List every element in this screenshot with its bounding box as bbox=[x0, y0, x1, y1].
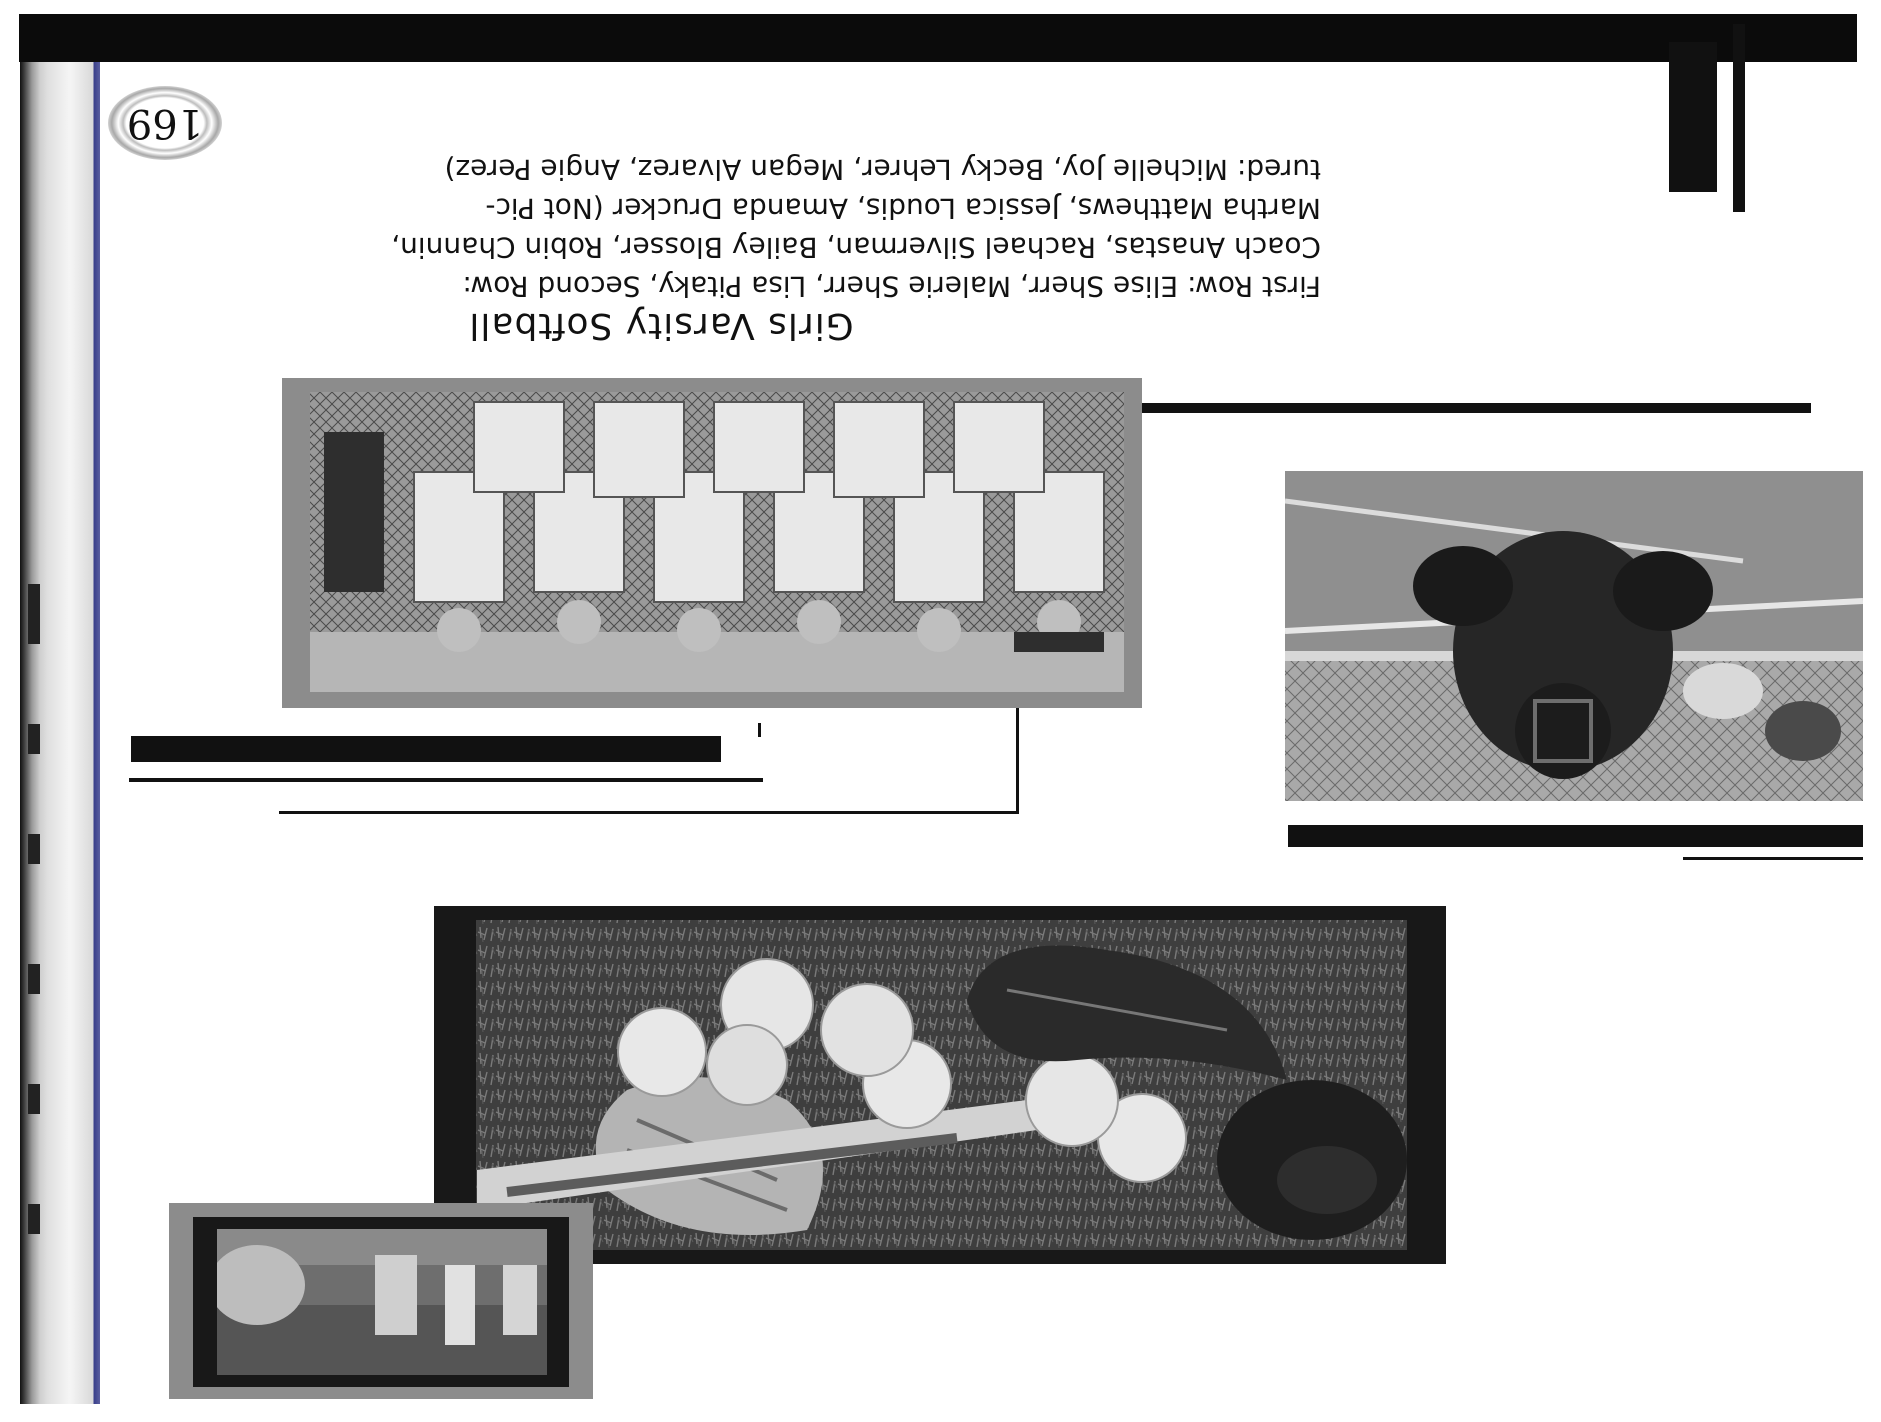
caption-line: First Row: Elise Sherr, Malerie Sherr, Lisa Pitaky, Second Row: bbox=[462, 270, 1321, 303]
binding-mark bbox=[28, 584, 40, 644]
binding-mark bbox=[28, 834, 40, 864]
horizontal-rule-block bbox=[1288, 825, 1863, 847]
team-caption bbox=[141, 150, 1321, 306]
page-title: Girls Varsity Softball bbox=[468, 305, 854, 346]
scanner-edge-bar bbox=[19, 14, 1857, 62]
caption-line: Coach Anastas, Rachael Silverman, Bailey Blosser, Robin Channin, bbox=[391, 231, 1321, 264]
vertical-rule-bottom-left bbox=[1733, 24, 1745, 212]
rule-tick bbox=[758, 723, 761, 737]
page-number: 169 bbox=[126, 100, 204, 146]
horizontal-rule-thin bbox=[129, 778, 763, 782]
horizontal-frame-rule bbox=[279, 811, 1019, 814]
equipment-photo-image bbox=[476, 920, 1407, 1250]
page-number-badge bbox=[108, 86, 222, 160]
vertical-block-bottom-left bbox=[1669, 42, 1717, 192]
horizontal-rule-thick bbox=[131, 736, 721, 762]
team-photo bbox=[310, 392, 1124, 692]
catcher-photo-image bbox=[1285, 471, 1863, 801]
binding-mark bbox=[28, 1204, 40, 1234]
equipment-photo bbox=[476, 920, 1407, 1250]
game-action-photo-image bbox=[217, 1229, 547, 1375]
team-photo-image bbox=[310, 392, 1124, 692]
caption-line: Martha Matthews, Jessica Loudis, Amanda Drucker (Not Pic- bbox=[485, 192, 1321, 225]
book-binding-edge bbox=[20, 62, 100, 1404]
horizontal-thin-rule bbox=[1683, 857, 1863, 860]
binding-mark bbox=[28, 724, 40, 754]
catcher-photo bbox=[1285, 471, 1863, 801]
binding-mark bbox=[28, 964, 40, 994]
binding-mark bbox=[28, 1084, 40, 1114]
game-action-photo bbox=[217, 1229, 547, 1375]
caption-line: tured: Michelle Joy, Becky Lehrer, Megan Alvarez, Angie Perez) bbox=[444, 153, 1321, 186]
